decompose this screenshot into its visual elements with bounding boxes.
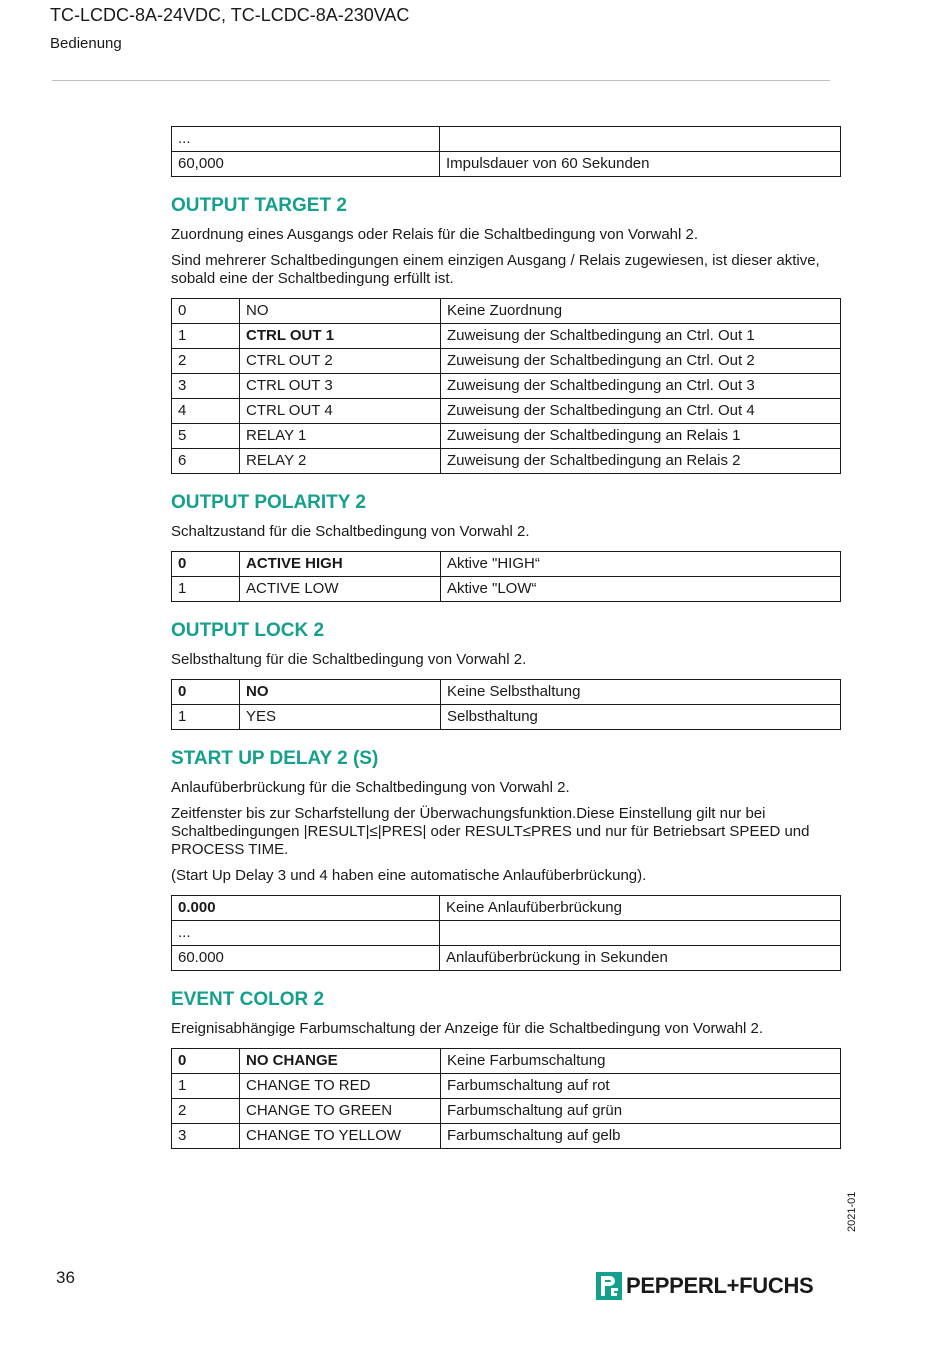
- table-row: [172, 680, 841, 705]
- logo-text: PEPPERL+FUCHS: [626, 1273, 814, 1298]
- start-up-delay-table: [171, 895, 841, 971]
- table-cell-desc: Anlaufüberbrückung in Sekunden: [440, 946, 841, 971]
- table-cell-value: ...: [172, 921, 440, 946]
- heading-output-lock: OUTPUT LOCK 2: [171, 620, 325, 641]
- table-cell-name: CTRL OUT 3: [240, 374, 441, 399]
- table-row: [172, 424, 841, 449]
- table-cell-desc: Zuweisung der Schaltbedingung an Ctrl. Out 3: [441, 374, 841, 399]
- page-number: 36: [56, 1268, 75, 1287]
- table-cell-num: 2: [172, 349, 240, 374]
- table-cell-name: CHANGE TO YELLOW: [240, 1124, 441, 1149]
- table-row: [172, 1074, 841, 1099]
- paragraph: Sind mehrerer Schaltbedingungen einem einzigen Ausgang / Relais zugewiesen, ist dieser aktive, sobald eine der Schaltbedingung erfüllt ist.: [171, 252, 820, 287]
- table-row: [172, 152, 841, 177]
- paragraph: Schaltzustand für die Schaltbedingung von Vorwahl 2.: [171, 523, 530, 540]
- table-row: [172, 299, 841, 324]
- paragraph: Zeitfenster bis zur Scharfstellung der Überwachungsfunktion.Diese Einstellung gilt nur bei Schaltbedingungen |RESULT|≤|PRES| oder RESULT≤PRES und nur für Betriebsart SPEED und PROCESS TIME.: [171, 805, 810, 858]
- table-cell-name: NO: [240, 299, 441, 324]
- table-cell-desc: Zuweisung der Schaltbedingung an Ctrl. Out 4: [441, 399, 841, 424]
- pepperl-fuchs-logo-icon: [596, 1272, 622, 1300]
- table-cell-desc: Aktive "LOW“: [441, 577, 841, 602]
- table-row: [172, 324, 841, 349]
- table-cell-desc: Zuweisung der Schaltbedingung an Relais 2: [441, 449, 841, 474]
- table-row: [172, 896, 841, 921]
- table-cell-value: 60,000: [172, 152, 440, 177]
- table-cell-name: CTRL OUT 4: [240, 399, 441, 424]
- table-cell-name: NO CHANGE: [240, 1049, 441, 1074]
- table-row: [172, 374, 841, 399]
- table-row: [172, 449, 841, 474]
- paragraph: Zuordnung eines Ausgangs oder Relais für die Schaltbedingung von Vorwahl 2.: [171, 226, 699, 243]
- table-cell-desc: Keine Zuordnung: [441, 299, 841, 324]
- paragraph: Ereignisabhängige Farbumschaltung der Anzeige für die Schaltbedingung von Vorwahl 2.: [171, 1020, 764, 1037]
- table-cell-name: ACTIVE LOW: [240, 577, 441, 602]
- table-cell-desc: [440, 127, 841, 152]
- table-cell-value: 0.000: [172, 896, 440, 921]
- table-cell-num: 0: [172, 1049, 240, 1074]
- table-cell-desc: [440, 921, 841, 946]
- table-cell-name: CTRL OUT 2: [240, 349, 441, 374]
- pulse-duration-table: [171, 126, 841, 177]
- table-cell-num: 0: [172, 299, 240, 324]
- table-cell-desc: Selbsthaltung: [441, 705, 841, 730]
- table-row: [172, 577, 841, 602]
- table-cell-desc: Aktive "HIGH“: [441, 552, 841, 577]
- table-cell-desc: Impulsdauer von 60 Sekunden: [440, 152, 841, 177]
- table-cell-num: 1: [172, 577, 240, 602]
- edition-date: 2021-01: [846, 1191, 858, 1232]
- table-row: [172, 1124, 841, 1149]
- table-cell-num: 4: [172, 399, 240, 424]
- paragraph: Anlaufüberbrückung für die Schaltbedingung von Vorwahl 2.: [171, 779, 570, 796]
- table-row: [172, 349, 841, 374]
- table-cell-name: CHANGE TO RED: [240, 1074, 441, 1099]
- table-row: [172, 1099, 841, 1124]
- table-cell-desc: Keine Selbsthaltung: [441, 680, 841, 705]
- table-cell-name: RELAY 1: [240, 424, 441, 449]
- table-row: [172, 946, 841, 971]
- table-row: [172, 1049, 841, 1074]
- table-cell-num: 0: [172, 680, 240, 705]
- table-cell-name: CHANGE TO GREEN: [240, 1099, 441, 1124]
- heading-event-color: EVENT COLOR 2: [171, 989, 325, 1010]
- heading-output-polarity: OUTPUT POLARITY 2: [171, 492, 366, 513]
- document-title: TC-LCDC-8A-24VDC, TC-LCDC-8A-230VAC: [50, 5, 410, 25]
- table-cell-name: ACTIVE HIGH: [240, 552, 441, 577]
- event-color-table: [171, 1048, 841, 1149]
- table-cell-num: 2: [172, 1099, 240, 1124]
- table-row: [172, 921, 841, 946]
- table-cell-desc: Zuweisung der Schaltbedingung an Ctrl. Out 1: [441, 324, 841, 349]
- table-cell-desc: Zuweisung der Schaltbedingung an Relais 1: [441, 424, 841, 449]
- table-cell-desc: Farbumschaltung auf gelb: [441, 1124, 841, 1149]
- table-cell-desc: Keine Farbumschaltung: [441, 1049, 841, 1074]
- table-cell-name: NO: [240, 680, 441, 705]
- table-row: [172, 552, 841, 577]
- table-cell-num: 0: [172, 552, 240, 577]
- table-cell-name: CTRL OUT 1: [240, 324, 441, 349]
- table-cell-num: 1: [172, 324, 240, 349]
- table-cell-desc: Keine Anlaufüberbrückung: [440, 896, 841, 921]
- table-cell-name: RELAY 2: [240, 449, 441, 474]
- table-cell-num: 3: [172, 374, 240, 399]
- table-cell-desc: Farbumschaltung auf grün: [441, 1099, 841, 1124]
- company-logo: [596, 1272, 813, 1300]
- heading-output-target: OUTPUT TARGET 2: [171, 195, 347, 216]
- table-cell-value: ...: [172, 127, 440, 152]
- table-cell-num: 1: [172, 1074, 240, 1099]
- table-row: [172, 399, 841, 424]
- table-cell-desc: Zuweisung der Schaltbedingung an Ctrl. Out 2: [441, 349, 841, 374]
- table-cell-num: 3: [172, 1124, 240, 1149]
- table-cell-num: 1: [172, 705, 240, 730]
- paragraph: (Start Up Delay 3 und 4 haben eine automatische Anlaufüberbrückung).: [171, 867, 647, 884]
- section-subtitle: Bedienung: [50, 35, 122, 52]
- table-cell-desc: Farbumschaltung auf rot: [441, 1074, 841, 1099]
- output-lock-table: [171, 679, 841, 730]
- table-cell-name: YES: [240, 705, 441, 730]
- output-target-table: [171, 298, 841, 474]
- output-polarity-table: [171, 551, 841, 602]
- table-row: [172, 705, 841, 730]
- table-cell-num: 5: [172, 424, 240, 449]
- paragraph: Selbsthaltung für die Schaltbedingung von Vorwahl 2.: [171, 651, 527, 668]
- header-divider: [52, 80, 830, 81]
- page-content: [171, 126, 841, 1149]
- table-cell-num: 6: [172, 449, 240, 474]
- table-cell-value: 60.000: [172, 946, 440, 971]
- heading-start-up-delay: START UP DELAY 2 (S): [171, 748, 379, 769]
- table-row: [172, 127, 841, 152]
